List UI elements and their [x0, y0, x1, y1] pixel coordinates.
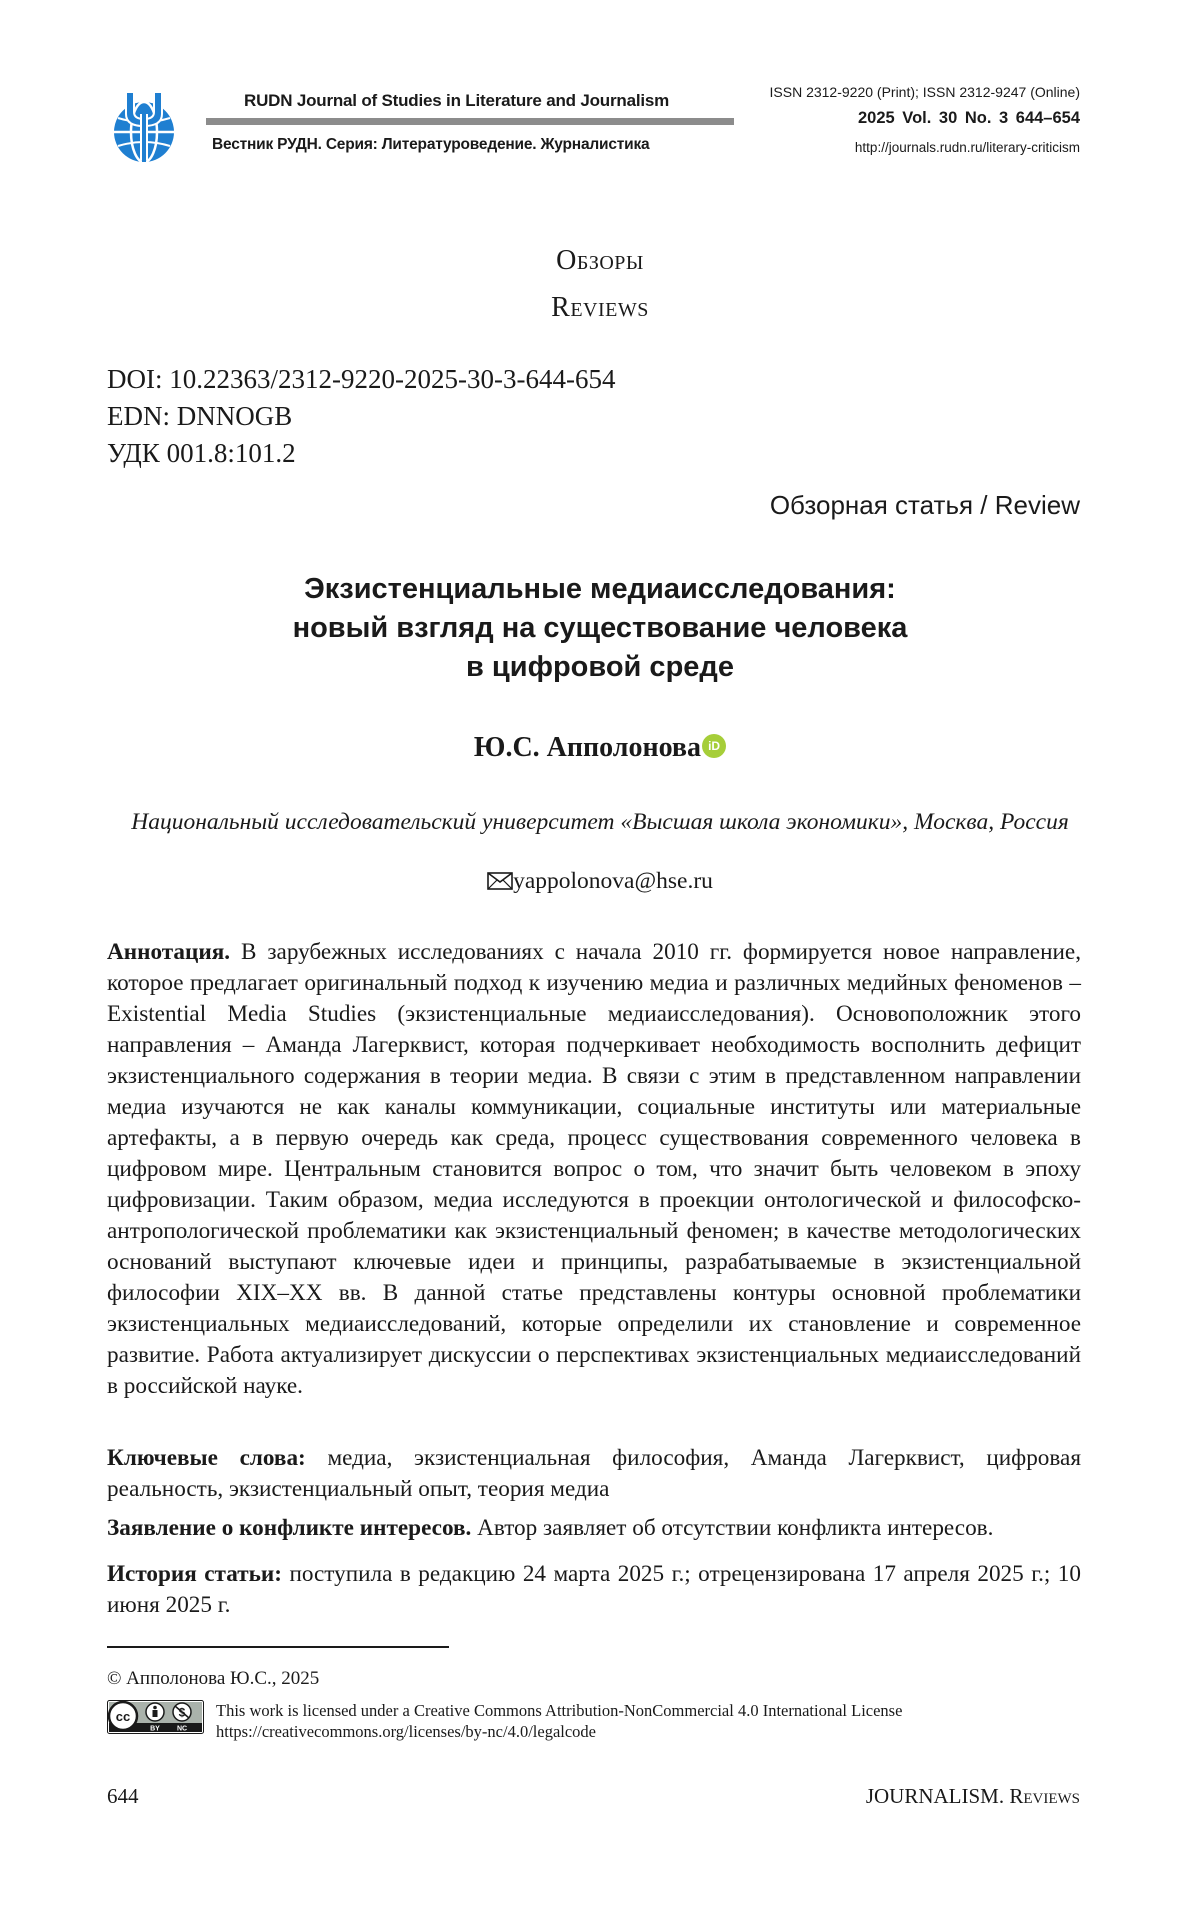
- journal-title-en: RUDN Journal of Studies in Literature and Journalism: [244, 91, 669, 111]
- title-line-3: в цифровой среде: [0, 648, 1200, 687]
- udk: УДК 001.8:101.2: [107, 438, 296, 469]
- conflict-text: Автор заявляет об отсутствии конфликта интересов.: [477, 1515, 993, 1541]
- copyright: © Апполонова Ю.С., 2025: [107, 1668, 319, 1690]
- conflict-label: Заявление о конфликте интересов.: [107, 1515, 471, 1541]
- journal-title-ru: Вестник РУДН. Серия: Литературоведение. Журналистика: [212, 136, 649, 154]
- abstract-label: Аннотация.: [107, 939, 230, 965]
- keywords-text: медиа, экзистенциальная философия, Аманда Лагерквист, цифровая реальность, экзистенциальный опыт, теория медиа: [107, 1445, 1081, 1502]
- issue-info: 2025 Vol. 30 No. 3 644–654: [858, 109, 1080, 128]
- author-line: [0, 732, 1200, 764]
- orcid-icon[interactable]: iD: [702, 734, 726, 758]
- edn: EDN: DNNOGB: [107, 401, 292, 432]
- section-title-ru: Обзоры: [0, 245, 1200, 277]
- article-type: Обзорная статья / Review: [770, 490, 1080, 521]
- conflict-statement: [107, 1513, 1081, 1544]
- journal-url[interactable]: http://journals.rudn.ru/literary-criticism: [855, 140, 1080, 155]
- title-line-1: Экзистенциальные медиаисследования:: [0, 570, 1200, 609]
- running-head: [866, 1784, 1080, 1809]
- cc-by-nc-license-icon[interactable]: [107, 1700, 204, 1734]
- affiliation: Национальный исследовательский университет «Высшая школа экономики», Москва, Россия: [100, 807, 1100, 838]
- issn: ISSN 2312-9220 (Print); ISSN 2312-9247 (Online): [770, 84, 1081, 100]
- abstract: [107, 937, 1081, 1402]
- history-text: поступила в редакцию 24 марта 2025 г.; отрецензирована 17 апреля 2025 г.; 10 июня 2025 г.: [107, 1561, 1081, 1618]
- running-head-main: JOURNALISM.: [866, 1784, 1010, 1808]
- license-text: [216, 1700, 902, 1742]
- article-history: [107, 1559, 1081, 1621]
- title-line-2: новый взгляд на существование человека: [0, 609, 1200, 648]
- footnote-divider: [107, 1646, 449, 1648]
- author-email[interactable]: yappolonova@hse.ru: [513, 868, 713, 894]
- section-title-en: Reviews: [0, 292, 1200, 324]
- rudn-logo-icon: [104, 88, 192, 166]
- doi: DOI: 10.22363/2312-9220-2025-30-3-644-654: [107, 364, 615, 395]
- keywords: [107, 1443, 1081, 1505]
- envelope-icon: [487, 872, 513, 890]
- page-number: 644: [107, 1784, 139, 1809]
- header-divider: [206, 118, 734, 125]
- license-statement: This work is licensed under a Creative Commons Attribution-NonCommercial 4.0 International License: [216, 1700, 902, 1721]
- cc-badge-nc-text: NC: [177, 1726, 187, 1733]
- keywords-label: Ключевые слова:: [107, 1445, 306, 1471]
- license-url[interactable]: https://creativecommons.org/licenses/by-nc/4.0/legalcode: [216, 1721, 902, 1742]
- cc-badge-by-text: BY: [150, 1726, 160, 1733]
- article-title: [0, 570, 1200, 687]
- email-line: [0, 868, 1200, 895]
- cc-badge-cc-text: cc: [116, 1709, 130, 1724]
- running-head-section: Reviews: [1009, 1784, 1080, 1808]
- author-name: Ю.С. Апполонова: [474, 732, 701, 763]
- abstract-text: В зарубежных исследованиях с начала 2010 гг. формируется новое направление, которое предлагает оригинальный подход к изучению медиа и различных медийных феноменов – Existential Media Studies (экзистенциальные медиаисследования). Основоположник этого направления – Аманда Лагерквист, которая подчеркивает необходимость восполнить дефицит экзистенциального содержания в теории медиа. В связи с этим в представленном направлении медиа изучаются не как каналы коммуникации, социальные институты или материальные артефакты, а в первую очередь как среда, процесс существования современного человека в цифровом мире. Центральным становится вопрос о том, что значит быть человеком в эпоху цифровизации. Таким образом, медиа исследуются в проекции онтологической и философско-антропологической проблематики как экзистенциальный феномен; в качестве методологических оснований выступают ключевые идеи и принципы, разрабатываемые в экзистенциальной философии XIX–XX вв. В данной статье представлены контуры основной проблематики экзистенциальных медиаисследований, которые определили их становление и современное развитие. Работа актуализирует дискуссии о перспективах экзистенциальных медиаисследований в российской науке.: [107, 939, 1081, 1399]
- history-label: История статьи:: [107, 1561, 282, 1587]
